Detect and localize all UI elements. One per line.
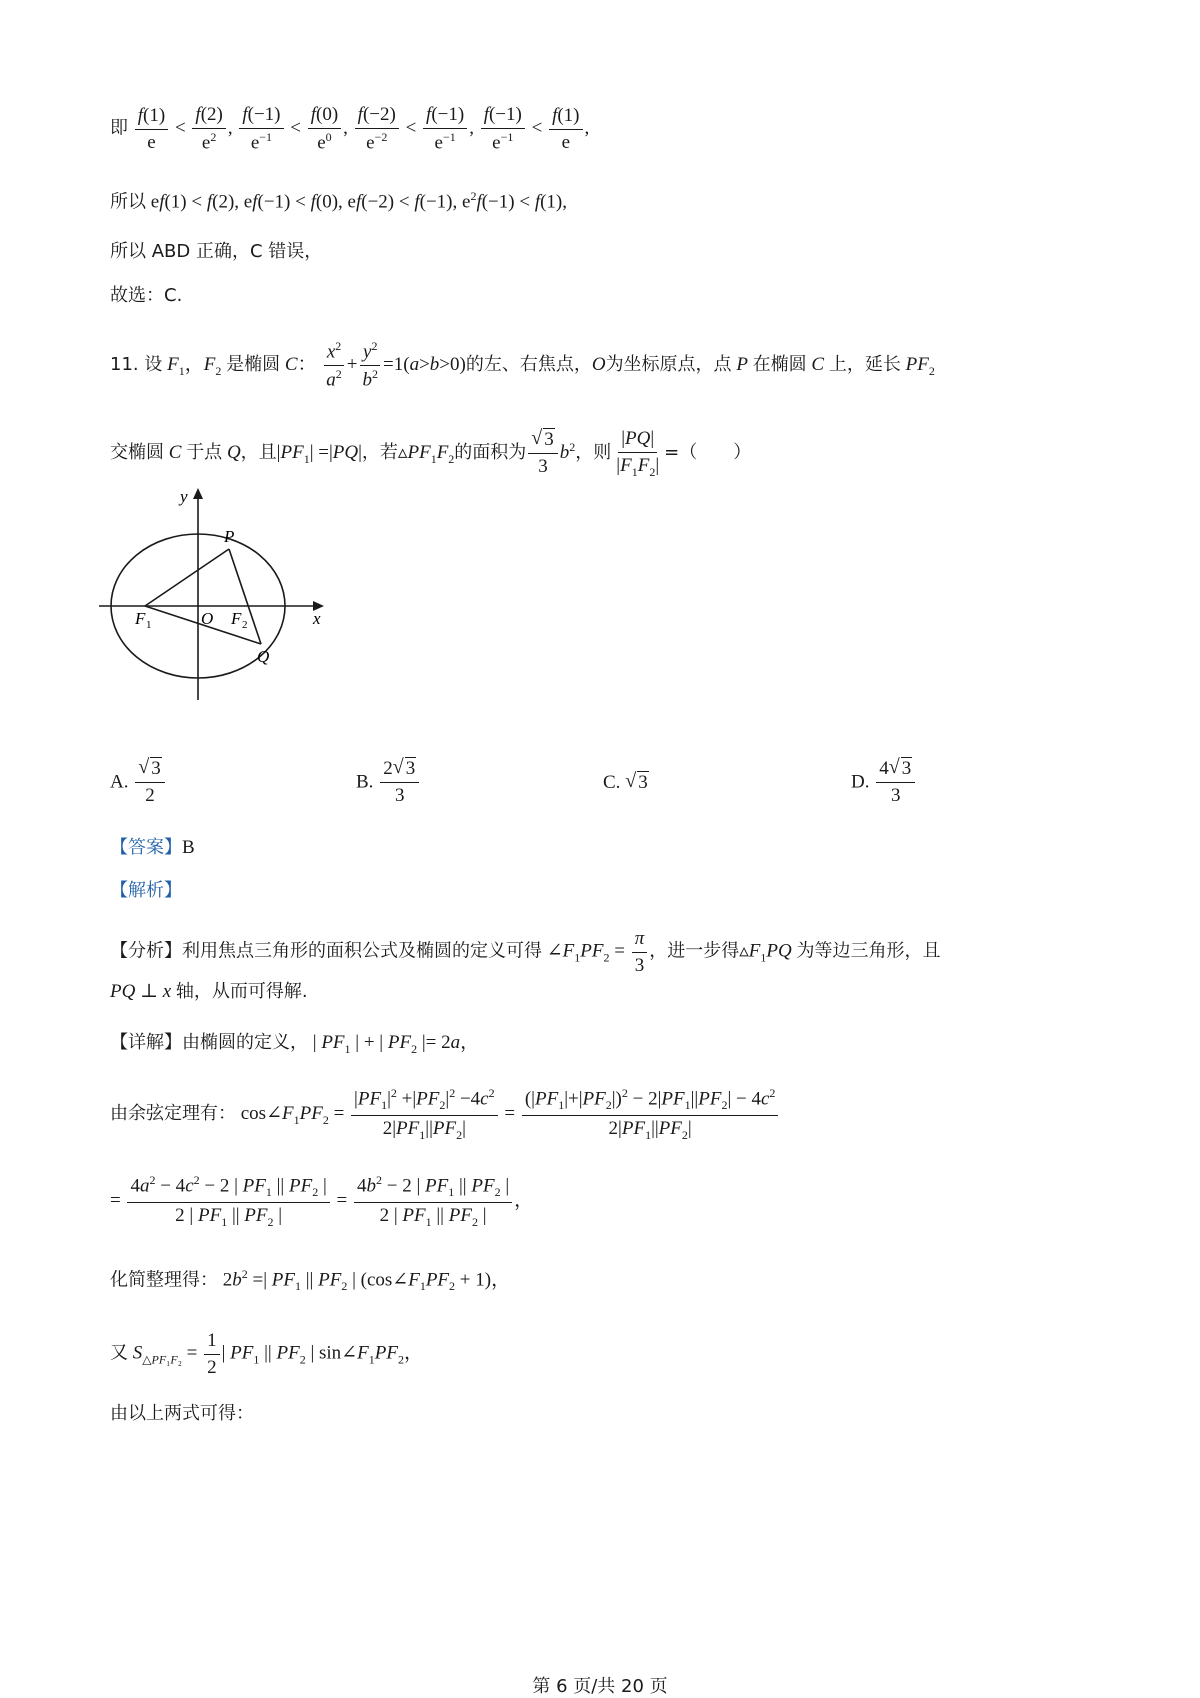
fenxi-line-2: PQ ⊥ x 轴，从而可得解. (110, 981, 308, 1002)
text: 利用焦点三角形的面积公式及椭圆的定义可得 (182, 940, 542, 962)
label-f2-sub: 2 (242, 619, 248, 631)
answer-value: B (182, 837, 195, 858)
text: 化简整理得： (110, 1269, 218, 1291)
simplify-line: 化简整理得： $2b^2$ =| $PF_1$ || $PF_2$ | $(\cos\angle F_1PF_2 + 1)$， (110, 1267, 511, 1294)
cosine-line-2: = $\frac{4a^2 - 4c^2 - 2 | PF_1 || PF_2 |}{2 | PF_1 || PF_2 |}$ = $\frac{4b^2 - 2 | PF_1 || PF_2 |}{2 | PF_1 || PF_2 |}$ ， (110, 1173, 534, 1229)
label-f1-sub: 1 (146, 619, 152, 631)
text: 11. 设 (110, 354, 163, 376)
text: 又 (110, 1342, 128, 1364)
xiangjie-label: 【详解】 (110, 1032, 182, 1053)
text: 于点 (186, 442, 223, 464)
text: 是椭圆 (226, 354, 281, 376)
option-c: C. √ 3 (603, 772, 649, 794)
text: ，进一步得 (649, 940, 740, 962)
answer-label: 【答案】 (110, 837, 182, 858)
label-p: P (224, 527, 235, 546)
text: ，且 (240, 442, 277, 464)
y-axis-arrow (193, 488, 203, 499)
question-11-line-1: 11. 设 $F_1$，$F_2$ 是椭圆 C： $\frac{x^2}{a^2}$ + $\frac{y^2}{b^2}$ =1(a>b>0)的左、右焦点，O为坐标原点，点 P 在椭圆 C 上，延长 $PF_2$ (110, 339, 935, 391)
analysis-label: 【解析】 (110, 880, 182, 901)
text: 上，延长 (828, 354, 901, 376)
text: 的面积为 (454, 442, 527, 464)
area-line: 又 $S_{\triangle PF_1F_2}$ = $\frac{1}{2}$ | $PF_1$ || $PF_2$ | $\sin\angle F_1PF_2$， (110, 1330, 423, 1378)
label-x: x (313, 609, 321, 628)
option-b-label: B. (356, 771, 374, 793)
option-c-label: C. (603, 772, 621, 793)
label-f1: F (135, 609, 146, 628)
option-a-label: A. (110, 771, 129, 793)
text: 为等边三角形，且 (796, 940, 941, 962)
option-b: B. $\frac{2√ 3}{3}$ (356, 758, 421, 807)
equation-line-1: 即 $\frac{f(1)}{e}$ < $\frac{f(2)}{e^2}$ , $\frac{f(-1)}{e^{-1}}$ < $\frac{f(0)}{e^0}$ , $\frac{f(-2)}{e^{-2}}$ < $\frac{f(-1)}{e^{-1}}$ , $\frac{f(-1)}{e^{-1}}$ < $\frac{f(1)}{e}$ , (110, 104, 590, 154)
cosine-line: 由余弦定理有： $\cos\angle F_1PF_2$ = $\frac{|PF_1|^2 +|PF_2|^2 -4c^2}{2|PF_1||PF_2|}$ = $\frac{(|PF_1|+|PF_2|)^2 - 2|PF_1||PF_2| - 4c^2}{2|PF_1||PF_2|}$ (110, 1087, 780, 1143)
label-y: y (180, 487, 188, 506)
text-choose-c: 故选：C. (110, 285, 183, 306)
text: 由椭圆的定义， (182, 1032, 308, 1053)
label-f2: F (231, 609, 242, 628)
text: 所以 (110, 191, 146, 213)
segment-f1-p (145, 549, 229, 606)
text: 由余弦定理有： (110, 1103, 236, 1125)
fenxi-label: 【分析】 (110, 940, 182, 962)
fenxi-line-1: 【分析】利用焦点三角形的面积公式及椭圆的定义可得 $\angle F_1PF_2$ = $\frac{\pi}{3}$ ，进一步得$▵F_1PQ$ 为等边三角形，且 (110, 928, 941, 976)
text: 交椭圆 (110, 442, 164, 464)
text: ，则 (575, 442, 612, 464)
combine-line: 由以上两式可得： (110, 1403, 254, 1424)
option-a: A. √ $\frac{3}{2}$ (110, 758, 167, 807)
text: 的左、右焦点， (465, 354, 592, 376)
page-footer: 第 6 页/共 20 页 (532, 1676, 668, 1697)
label-q: Q (257, 647, 270, 666)
text: 为坐标原点，点 (605, 354, 732, 376)
answer-line (110, 838, 195, 857)
text-abd-correct: 所以 ABD 正确，C 错误， (110, 241, 323, 262)
text: ，若 (361, 442, 398, 464)
xiangjie-line: 【详解】由椭圆的定义， | $PF_1$ | + | $PF_2$ |= 2a， (110, 1032, 480, 1056)
option-d-label: D. (851, 771, 870, 793)
ellipse-figure (95, 480, 345, 710)
text: 在椭圆 (752, 354, 807, 376)
text: =（ ） (664, 442, 752, 464)
equation-line-2: 所以 ef(1) < f(2), ef(−1) < f(0), ef(−2) < f(−1), $e^2f(-1) < f(1)$, (110, 189, 567, 213)
label-o: O (201, 609, 214, 628)
text: 轴，从而可得解. (175, 981, 308, 1002)
text: 即 (110, 117, 128, 139)
question-11-line-2: 交椭圆 C 于点 Q，且$|PF_1| =|PQ|$，若$▵PF_1F_2$的面积为 √ $\frac{3}{3}$ $b^2$，则 $\frac{|PQ|}{|F_1F_2|}$ =（ ） (110, 428, 751, 479)
option-d: D. $\frac{4√ 3}{3}$ (851, 758, 917, 807)
